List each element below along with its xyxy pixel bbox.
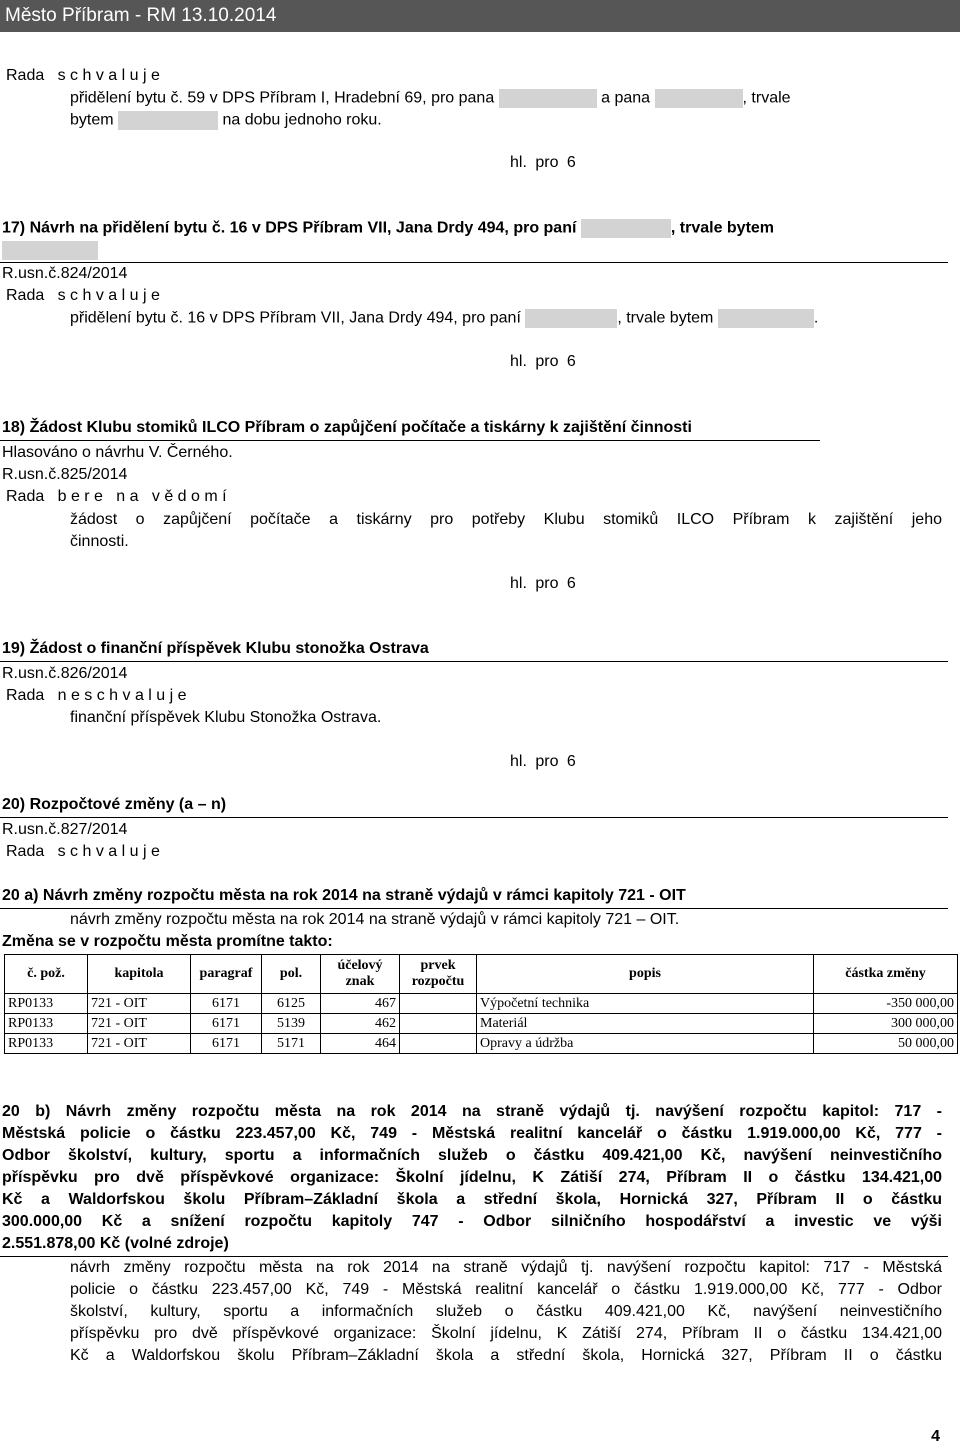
item19-title: 19) Žádost o finanční příspěvek Klubu stonožka Ostrava xyxy=(2,640,429,657)
cell: 300 000,00 xyxy=(814,1014,958,1034)
header-line: znak xyxy=(345,974,375,989)
cell: 462 xyxy=(321,1014,400,1034)
page-header xyxy=(0,0,960,32)
header-line: účelový xyxy=(337,958,383,973)
item20-title: 20) Rozpočtové změny (a – n) xyxy=(2,796,227,813)
text-fragment: , trvale xyxy=(742,89,791,107)
cell: RP0133 xyxy=(5,994,88,1014)
col-header: částka změny xyxy=(814,955,958,994)
text-fragment: 17) Návrh na přidělení bytu č. 16 v DPS Příbram VII, Jana Drdy 494, pro paní xyxy=(2,219,577,237)
cell: 721 - OIT xyxy=(88,994,191,1014)
rada-label: Rada xyxy=(6,67,45,84)
table-row xyxy=(5,1014,958,1034)
item17-rada-line xyxy=(6,287,160,305)
item18-text-line2: činnosti. xyxy=(70,533,129,550)
top-line1 xyxy=(70,89,791,108)
item20b-title-line: Městská policie o částku 223.457,00 Kč, 749 - Městská realitní kancelář o částku 1.919.000,00 Kč, 777 - xyxy=(2,1125,942,1142)
top-line2 xyxy=(70,111,382,130)
item17-text xyxy=(70,309,818,328)
col-header xyxy=(321,955,400,994)
item17-title xyxy=(2,219,774,238)
item18-rada-line xyxy=(6,488,227,506)
top-rada-line xyxy=(6,67,160,85)
cell: 50 000,00 xyxy=(814,1034,958,1054)
col-header: pol. xyxy=(262,955,321,994)
item20b-title-line: Odbor školství, kultury, sportu a informačních služeb o částku 409.421,00 Kč, navýšení neinvestičního xyxy=(2,1147,942,1164)
cell: Materiál xyxy=(477,1014,814,1034)
cell: RP0133 xyxy=(5,1034,88,1054)
action-label: s c h v a l u j e xyxy=(57,67,160,84)
header-title: Město Příbram - RM 13.10.2014 xyxy=(5,5,277,26)
item20b-text-line: školství, kultury, sportu a informačních služeb o částku 409.421,00 Kč, navýšení neinvestičního xyxy=(70,1303,942,1320)
cell xyxy=(400,1034,477,1054)
text-fragment: bytem xyxy=(70,111,114,129)
budget-change-table xyxy=(4,954,958,1054)
cell: 721 - OIT xyxy=(88,1034,191,1054)
table-row xyxy=(5,994,958,1014)
item18-resolution: R.usn.č.825/2014 xyxy=(2,466,128,483)
cell: RP0133 xyxy=(5,1014,88,1034)
text-fragment: přidělení bytu č. 59 v DPS Příbram I, Hradební 69, pro pana xyxy=(70,89,495,107)
col-header: popis xyxy=(477,955,814,994)
col-header: č. pož. xyxy=(5,955,88,994)
item20b-text-line: příspěvku pro dvě příspěvkové organizace: Školní jídelnu, K Zátiší 274, Příbram II o částku 134.421,00 xyxy=(70,1325,942,1342)
cell: 6171 xyxy=(191,1014,262,1034)
cell: 5139 xyxy=(262,1014,321,1034)
item20a-text: návrh změny rozpočtu města na rok 2014 na straně výdajů v rámci kapitoly 721 – OIT. xyxy=(70,911,680,928)
header-line: prvek xyxy=(420,958,456,973)
text-fragment: a pana xyxy=(601,89,651,107)
item18-text-line1: žádost o zapůjčení počítače a tiskárny pro potřeby Klubu stomiků ILCO Příbram k zajištění jeho xyxy=(70,511,942,528)
item20b-title-line: příspěvku pro dvě příspěvkové organizace: Školní jídelnu, K Zátiší 274, Příbram II o částku 134.421,00 xyxy=(2,1169,942,1186)
item20b-text-line: návrh změny rozpočtu města na rok 2014 na straně výdajů tj. navýšení rozpočtu kapitol: 717 - Městská xyxy=(70,1259,942,1276)
title-underline xyxy=(0,1256,948,1257)
item19-text: finanční příspěvek Klubu Stonožka Ostrava. xyxy=(70,709,382,726)
redaction-box xyxy=(581,219,671,238)
cell: -350 000,00 xyxy=(814,994,958,1014)
redaction-box xyxy=(525,309,617,328)
title-underline xyxy=(0,817,948,818)
item20b-title-line: 20 b) Návrh změny rozpočtu města na rok 2014 na straně výdajů tj. navýšení rozpočtu kapitol: 717 - xyxy=(2,1103,942,1120)
redaction-box xyxy=(118,111,218,130)
cell: 467 xyxy=(321,994,400,1014)
rada-label: Rada xyxy=(6,843,45,860)
vote-count: hl. pro 6 xyxy=(510,154,576,171)
text-fragment: , trvale bytem xyxy=(617,309,714,327)
item20a-title: 20 a) Návrh změny rozpočtu města na rok 2014 na straně výdajů v rámci kapitoly 721 - OIT xyxy=(2,887,686,904)
item17-title-cont xyxy=(2,241,98,260)
cell xyxy=(400,1014,477,1034)
redaction-box xyxy=(655,89,743,108)
redaction-box xyxy=(718,309,814,328)
action-label: n e s c h v a l u j e xyxy=(57,687,187,704)
rada-label: Rada xyxy=(6,287,45,304)
page-number: 4 xyxy=(931,1428,940,1445)
cell: 721 - OIT xyxy=(88,1014,191,1034)
item20b-text-line: Kč a Waldorfskou školu Příbram–Základní škola a střední škola, Hornická 327, Příbram II o částku xyxy=(70,1347,942,1364)
cell: 6125 xyxy=(262,994,321,1014)
item18-title: 18) Žádost Klubu stomiků ILCO Příbram o zapůjčení počítače a tiskárny k zajištění činnosti xyxy=(2,419,692,436)
cell: Opravy a údržba xyxy=(477,1034,814,1054)
cell: 6171 xyxy=(191,1034,262,1054)
title-underline xyxy=(0,440,820,441)
header-line: rozpočtu xyxy=(411,974,465,989)
vote-count: hl. pro 6 xyxy=(510,353,576,370)
item18-note: Hlasováno o návrhu V. Černého. xyxy=(2,444,233,461)
title-underline xyxy=(0,262,948,263)
cell xyxy=(400,994,477,1014)
text-fragment: . xyxy=(813,309,819,327)
cell: 6171 xyxy=(191,994,262,1014)
action-label: b e r e n a v ě d o m í xyxy=(57,488,227,505)
action-label: s c h v a l u j e xyxy=(57,843,160,860)
rada-label: Rada xyxy=(6,488,45,505)
item20b-title-line: 300.000,00 Kč a snížení rozpočtu kapitoly 747 - Odbor silničního hospodářství a investic ve výši xyxy=(2,1213,942,1230)
item19-resolution: R.usn.č.826/2014 xyxy=(2,665,128,682)
text-fragment: , trvale bytem xyxy=(670,219,775,237)
action-label: s c h v a l u j e xyxy=(57,287,160,304)
table-header-row xyxy=(5,955,958,994)
cell: Výpočetní technika xyxy=(477,994,814,1014)
item20a-change-note: Změna se v rozpočtu města promítne takto: xyxy=(2,933,333,950)
item20b-title-line: Kč a Waldorfskou školu Příbram–Základní škola a střední škola, Hornická 327, Příbram II o částku xyxy=(2,1191,942,1208)
item17-resolution: R.usn.č.824/2014 xyxy=(2,265,128,282)
text-fragment: přidělení bytu č. 16 v DPS Příbram VII, Jana Drdy 494, pro paní xyxy=(70,309,521,327)
item20-rada-line xyxy=(6,843,160,861)
item20b-text-line: policie o částku 223.457,00 Kč, 749 - Městská realitní kancelář o částku 1.919.000,00 Kč, 777 - Odbor xyxy=(70,1281,942,1298)
item20b-title-line: 2.551.878,00 Kč (volné zdroje) xyxy=(2,1235,229,1252)
table-row xyxy=(5,1034,958,1054)
title-underline xyxy=(0,908,948,909)
redaction-box xyxy=(499,89,597,108)
cell: 464 xyxy=(321,1034,400,1054)
cell: 5171 xyxy=(262,1034,321,1054)
item19-rada-line xyxy=(6,687,187,705)
vote-count: hl. pro 6 xyxy=(510,753,576,770)
col-header: kapitola xyxy=(88,955,191,994)
redaction-box xyxy=(2,241,98,260)
col-header: paragraf xyxy=(191,955,262,994)
title-underline xyxy=(0,661,948,662)
col-header xyxy=(400,955,477,994)
rada-label: Rada xyxy=(6,687,45,704)
text-fragment: na dobu jednoho roku. xyxy=(222,111,382,129)
vote-count: hl. pro 6 xyxy=(510,575,576,592)
item20-resolution: R.usn.č.827/2014 xyxy=(2,821,128,838)
